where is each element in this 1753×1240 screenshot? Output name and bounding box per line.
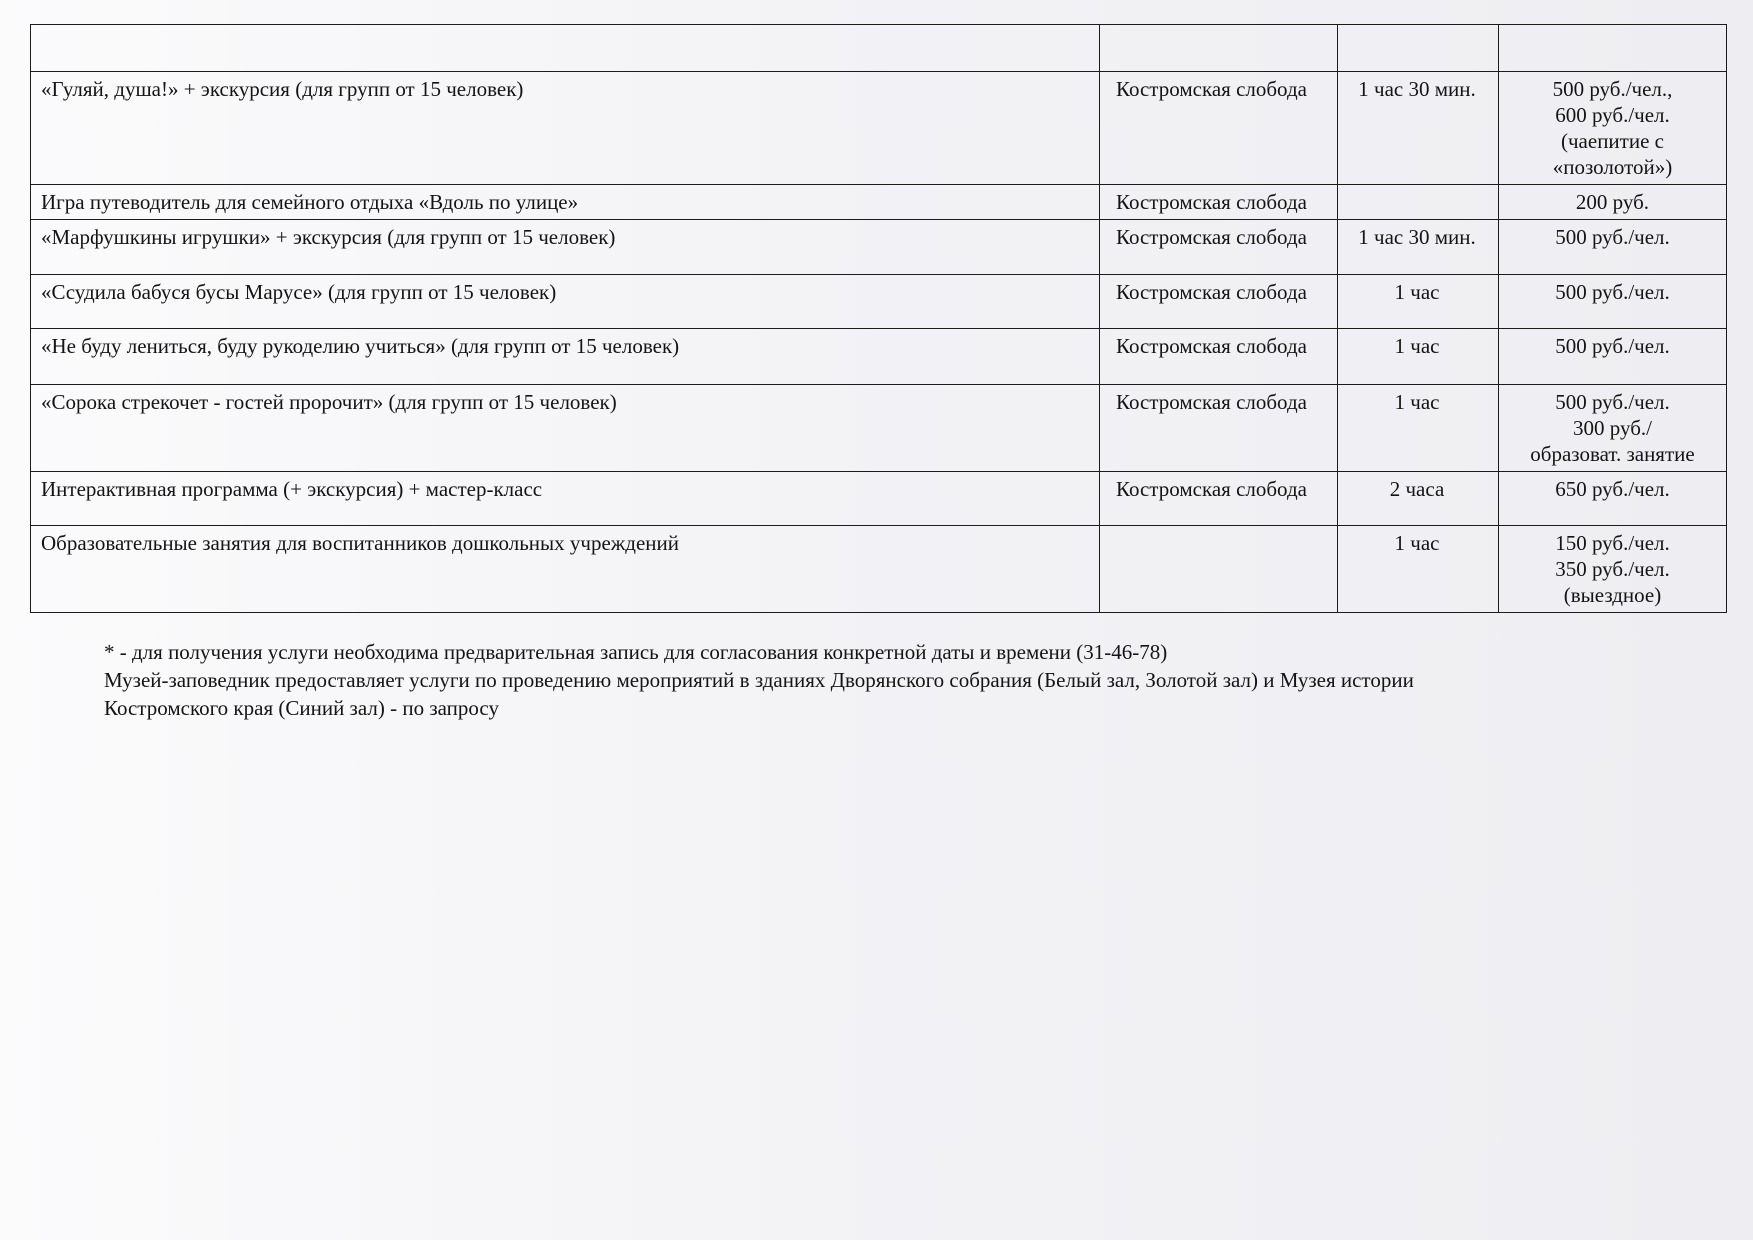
service-name: «Ссудила бабуся бусы Марусе» (для групп от 15 человек): [31, 275, 1100, 329]
service-duration: 2 часа: [1338, 472, 1499, 526]
booking-note: * - для получения услуги необходима предварительная запись для согласования конкретной даты и времени (31-46-78): [104, 640, 1168, 664]
header-cell-duration: [1338, 25, 1499, 72]
service-duration: [1338, 185, 1499, 220]
price-line: 500 руб./чел.: [1555, 390, 1670, 414]
table-row: [31, 385, 1727, 472]
service-place: Костромская слобода: [1100, 472, 1338, 526]
venues-note: Музей-заповедник предоставляет услуги по проведению мероприятий в зданиях Дворянского собрания (Белый зал, Золотой зал) и Музея истории: [104, 668, 1414, 692]
service-place: Костромская слобода: [1100, 329, 1338, 385]
service-place: [1100, 526, 1338, 613]
price-line: 500 руб./чел.: [1555, 280, 1670, 304]
price-line: 300 руб./: [1573, 416, 1652, 440]
header-cell-price: [1499, 25, 1727, 72]
service-duration: 1 час: [1338, 275, 1499, 329]
service-place: Костромская слобода: [1100, 385, 1338, 472]
header-cell-place: [1100, 25, 1338, 72]
table-row: [31, 185, 1727, 220]
price-line: 650 руб./чел.: [1555, 477, 1670, 501]
service-price: [1499, 329, 1727, 385]
service-price: [1499, 72, 1727, 185]
service-price: [1499, 275, 1727, 329]
service-duration: 1 час: [1338, 385, 1499, 472]
service-place: Костромская слобода: [1100, 220, 1338, 275]
price-line: (чаепитие с: [1561, 129, 1664, 153]
price-line: 350 руб./чел.: [1555, 557, 1670, 581]
table-row: [31, 329, 1727, 385]
price-line: 500 руб./чел.: [1555, 225, 1670, 249]
price-line: 500 руб./чел.,: [1552, 77, 1673, 101]
service-place: Костромская слобода: [1100, 185, 1338, 220]
service-duration: 1 час 30 мин.: [1338, 72, 1499, 185]
service-place: Костромская слобода: [1100, 275, 1338, 329]
price-line: (выездное): [1563, 583, 1662, 607]
service-price: [1499, 385, 1727, 472]
service-name: «Не буду лениться, буду рукоделию учиться» (для групп от 15 человек): [31, 329, 1100, 385]
price-line: образоват. занятие: [1530, 442, 1695, 466]
service-name: Интерактивная программа (+ экскурсия) + мастер-класс: [31, 472, 1100, 526]
service-price: [1499, 185, 1727, 220]
table-row: [31, 220, 1727, 275]
table-row: [31, 526, 1727, 613]
table-header-row: [31, 25, 1727, 72]
service-price: [1499, 220, 1727, 275]
service-name: «Гуляй, душа!» + экскурсия (для групп от 15 человек): [31, 72, 1100, 185]
service-place: Костромская слобода: [1100, 72, 1338, 185]
services-price-table: [30, 24, 1727, 613]
service-price: [1499, 472, 1727, 526]
service-duration: 1 час 30 мин.: [1338, 220, 1499, 275]
service-duration: 1 час: [1338, 329, 1499, 385]
price-line: 500 руб./чел.: [1555, 334, 1670, 358]
header-cell-name: [31, 25, 1100, 72]
service-name: «Марфушкины игрушки» + экскурсия (для групп от 15 человек): [31, 220, 1100, 275]
service-price: [1499, 526, 1727, 613]
price-line: «позолотой»): [1552, 155, 1673, 179]
price-line: 200 руб.: [1575, 190, 1650, 214]
footnotes: [104, 638, 1664, 722]
service-name: «Сорока стрекочет - гостей пророчит» (для групп от 15 человек): [31, 385, 1100, 472]
table-row: [31, 275, 1727, 329]
table-row: [31, 72, 1727, 185]
venues-note-continued: Костромского края (Синий зал) - по запросу: [104, 696, 499, 720]
service-duration: 1 час: [1338, 526, 1499, 613]
service-name: Образовательные занятия для воспитанников дошкольных учреждений: [31, 526, 1100, 613]
price-line: 150 руб./чел.: [1555, 531, 1670, 555]
price-line: 600 руб./чел.: [1555, 103, 1670, 127]
service-name: Игра путеводитель для семейного отдыха «Вдоль по улице»: [31, 185, 1100, 220]
table-row: [31, 472, 1727, 526]
